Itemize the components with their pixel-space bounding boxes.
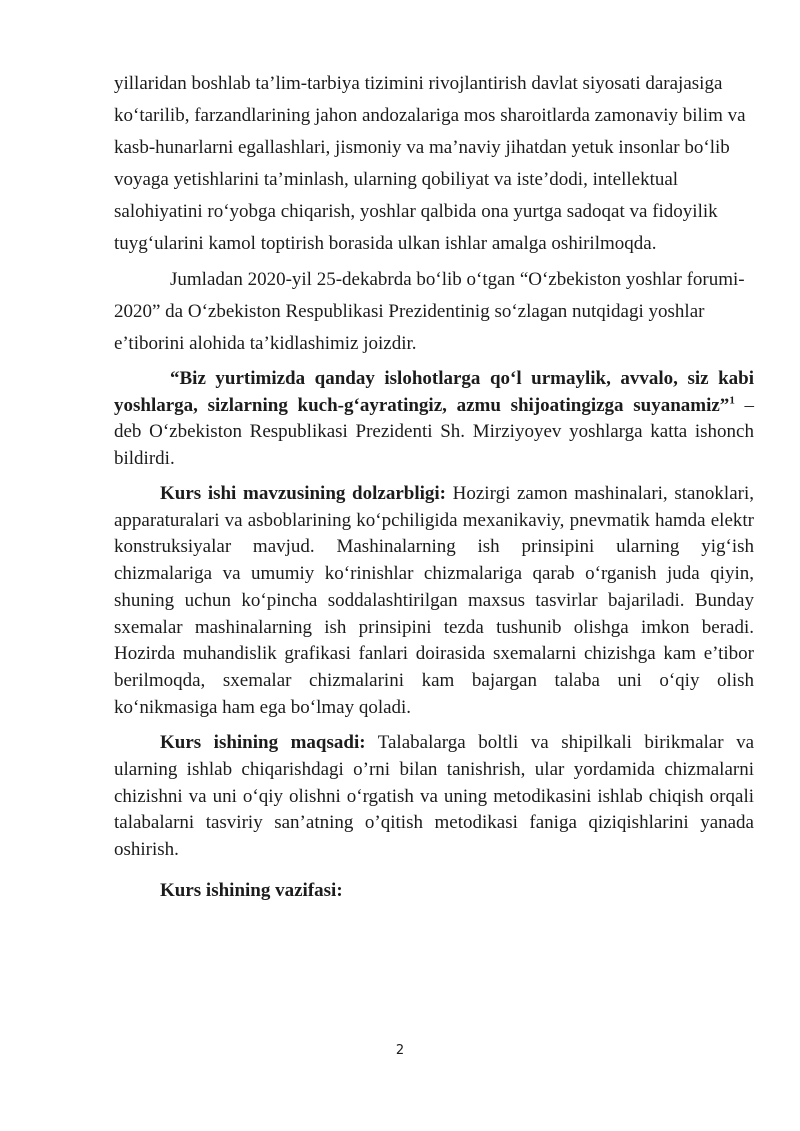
paragraph-tasks [114,877,754,904]
paragraph-goal [114,730,754,864]
goal-heading: Kurs ishining maqsadi: [160,732,366,754]
relevance-heading: Kurs ishi mavzusining dolzarbligi: [160,483,446,504]
footnote-ref: 1 [729,394,735,407]
relevance-text: Hozirgi zamon mashinalari, stanoklari, apparaturalari va asboblarining ko‘pchiligida mexanikaviy, pnevmatik hamda elektr konstruksiyalar mavjud. Mashinalarning ish prinsipini ularning yig‘ish chizmalariga va umumiy ko‘rinishlar chizmalariga qarab o‘rganish juda qiyin, shuning uchun ko‘pincha soddalashtirilgan maxsus tasvirlar bajariladi. Bunday sxemalar mashinalarning ish prinsipini tezda tushunib olishga imkon beradi. Hozirda muhandislik grafikasi fanlari doirasida sxemalarni chizishga kam e’tibor berilmoqda, sxemalar chizmalarini kam bajargan talaba uni o‘qiy olish ko‘nikmasiga ham ega bo‘lmay qoladi. [114,483,754,718]
paragraph-forum: Jumladan 2020-yil 25-dekabrda bo‘lib o‘tgan “O‘zbekiston yoshlar forumi-2020” da O‘zbekiston Respublikasi Prezidentinig so‘zlagan nutqidagi yoshlar e’tiborini alohida ta’kidlashimiz joizdir. [114,269,745,354]
document-page [114,68,754,904]
paragraph-quote [114,366,754,472]
president-quote: “Biz yurtimizda qanday islohotlarga qo‘l urmaylik, avvalo, siz kabi yoshlarga, sizlarning kuch-g‘ayratingiz, azmu shijoatingizga suyanamiz” [114,368,754,416]
page-number: 2 [395,1043,405,1058]
paragraph-relevance [114,481,754,721]
paragraph-intro: yillaridan boshlab ta’lim-tarbiya tizimini rivojlantirish davlat siyosati darajasiga ko‘tarilib, farzandlarining jahon andozalariga mos sharoitlarda zamonaviy bilim va kasb-hunarlarni egallashlari, jismoniy va ma’naviy jihatdan yetuk insonlar bo‘lib voyaga yetishlarini ta’minlash, ularning qobiliyat va iste’dodi, intellektual salohiyatini ro‘yobga chiqarish, yoshlar qalbida ona yurtga sadoqat va fidoyilik tuyg‘ularini kamol toptirish borasida ulkan ishlar amalga oshirilmoqda. [114,73,746,254]
tasks-heading: Kurs ishining vazifasi: [160,879,343,901]
goal-text: Talabalarga boltli va shipilkali birikmalar va ularning ishlab chiqarishdagi o’rni bilan tanishrish, ular yordamida chizmalarni chizishni va uni o‘qiy olishni o‘rgatish va uning metodikasini ishlab chiqish orqali talabalarni tasviriy san’atning o’qitish metodikasi faniga qiziqishlarini yanada oshirish. [114,732,754,861]
quote-continuation: – deb O‘zbekiston Respublikasi Prezidenti Sh. Mirziyoyev yoshlarga katta ishonch bildirdi. [114,394,755,469]
